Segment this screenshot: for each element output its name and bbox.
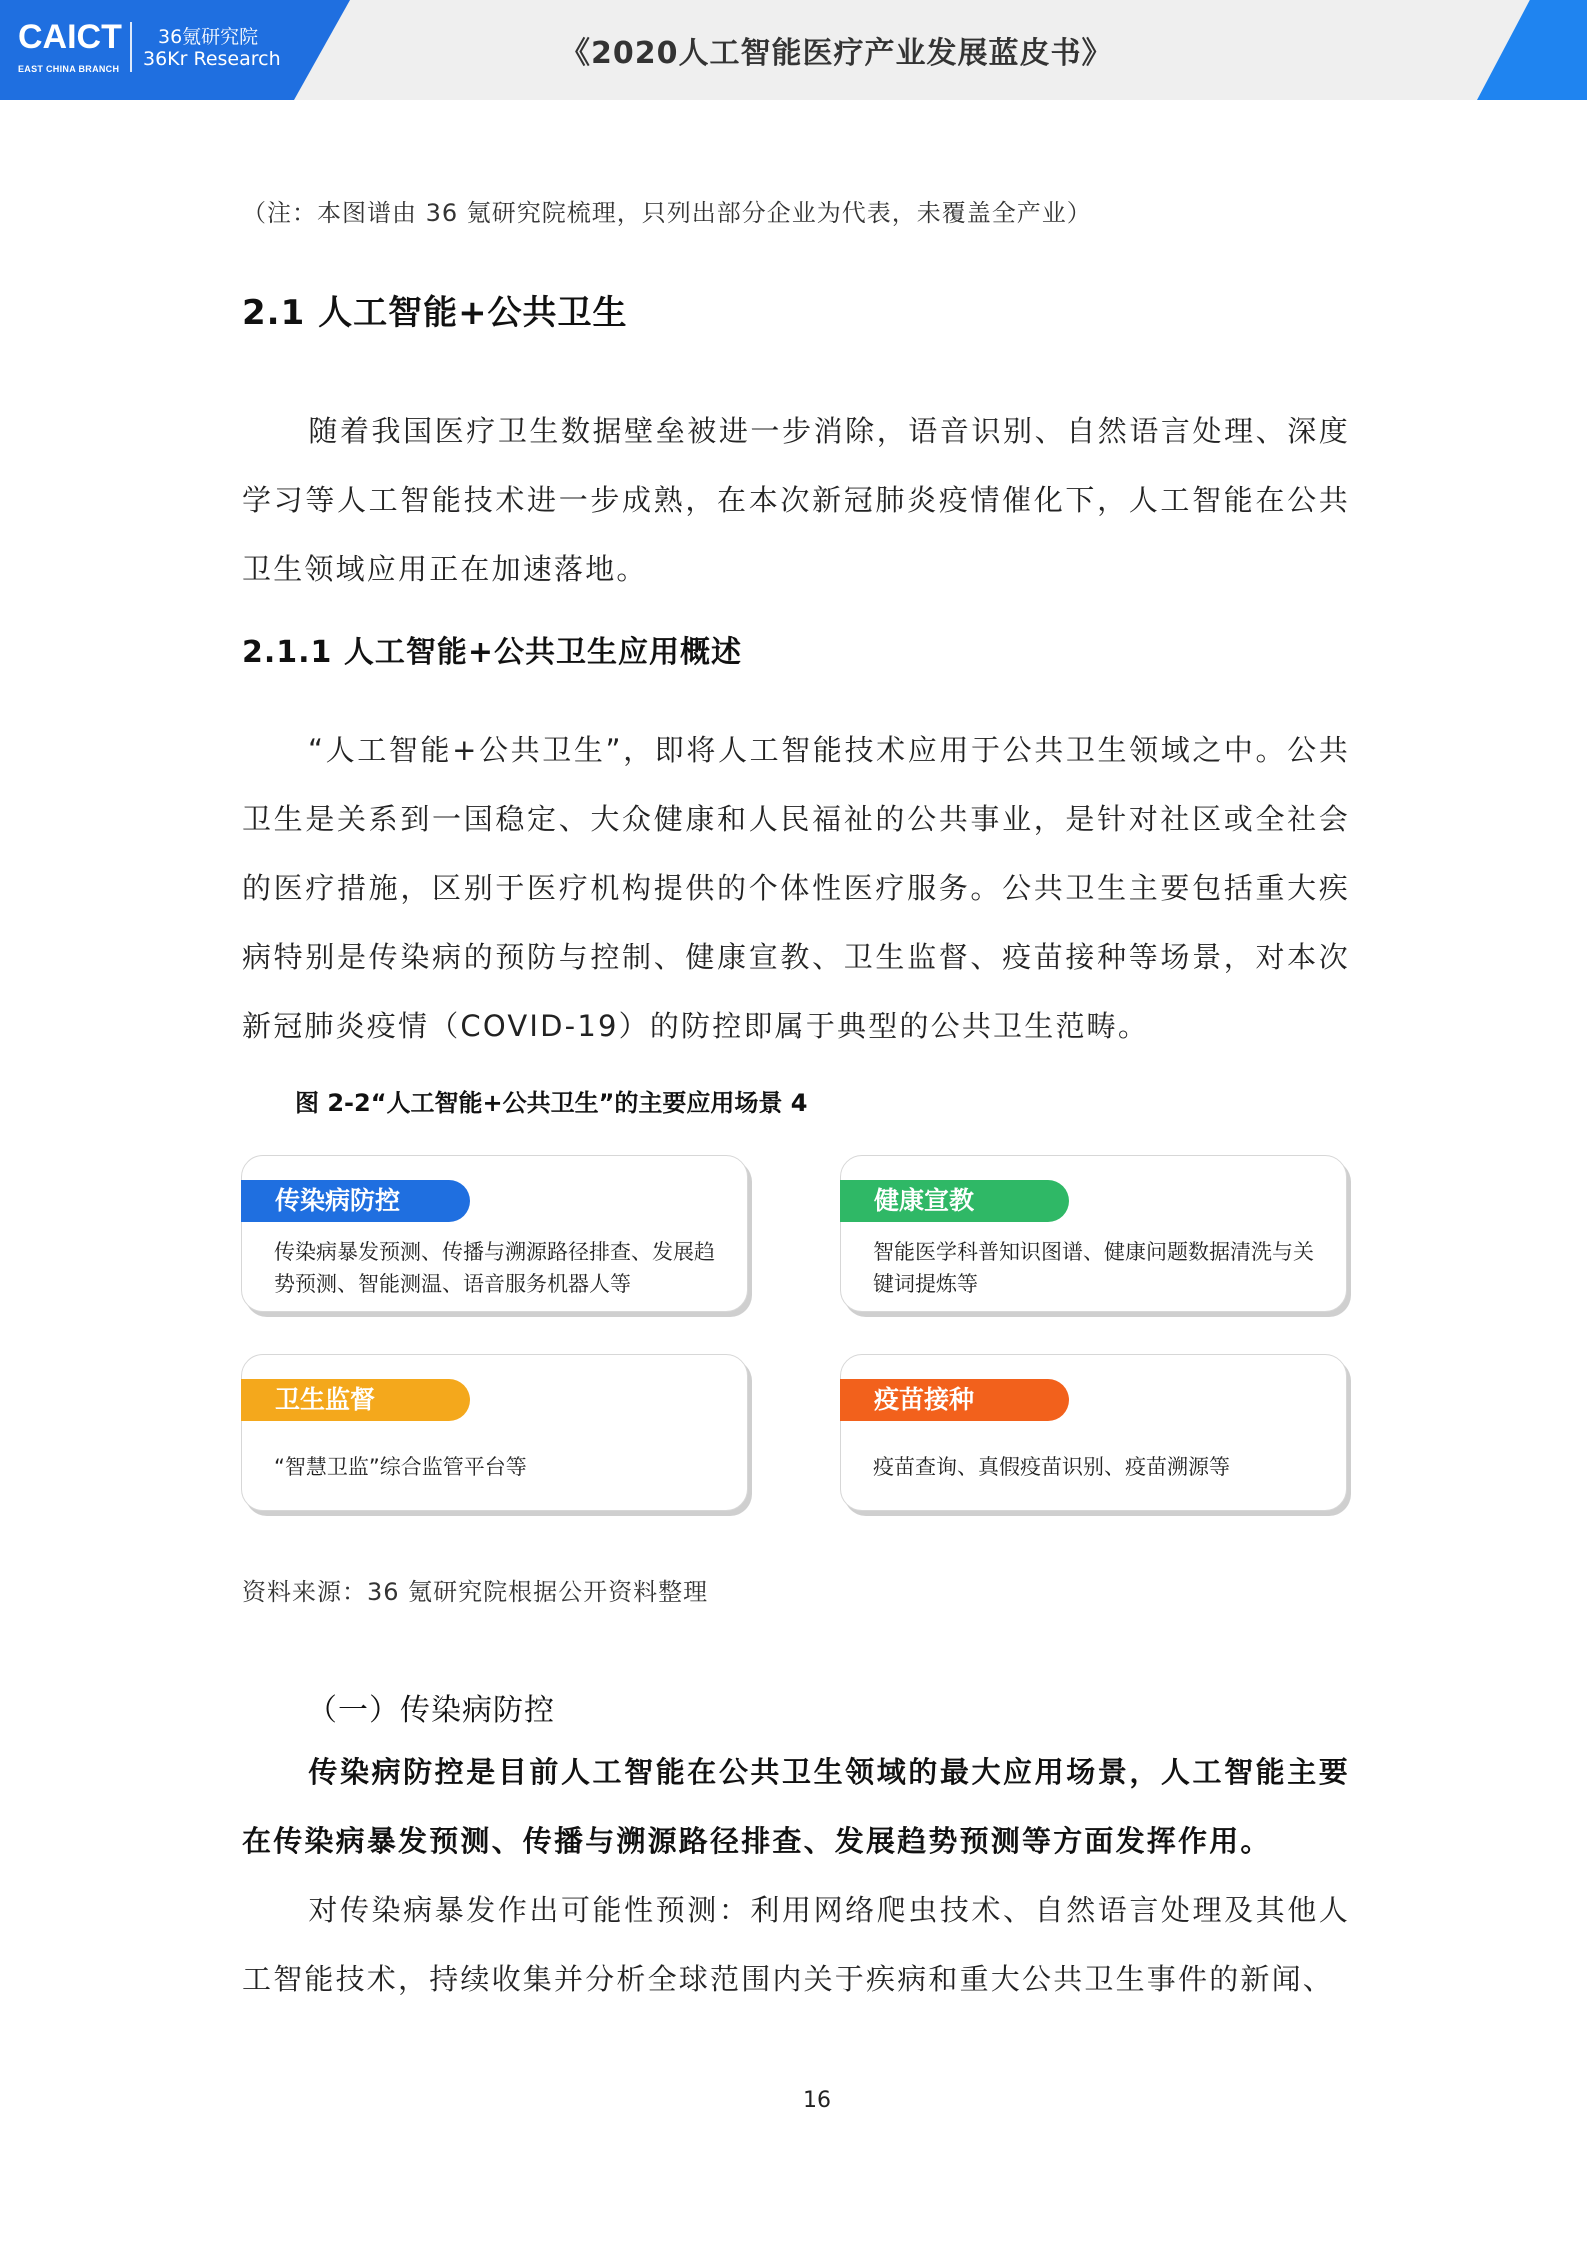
scenario-description: “智慧卫监”综合监管平台等 [274,1455,527,1479]
scenario-description: 智能医学科普知识图谱、健康问题数据清洗与关键词提炼等 [873,1240,1314,1296]
intro-paragraph [242,397,1350,604]
partner-name-en: 36Kr Research [143,48,281,70]
scenario-tag: 健康宣教 [840,1180,1069,1222]
scenario-card-health-supervision [241,1354,748,1511]
figure-caption: 图 2-2“人工智能+公共卫生”的主要应用场景 4 [295,1089,808,1117]
subsection-1-heading: （一）传染病防控 [307,1693,555,1728]
section-heading: 2.1 人工智能+公共卫生 [242,293,628,333]
partner-name-cn: 36氪研究院 [158,26,259,48]
overview-paragraph [242,716,1350,1061]
scenario-card-vaccination [840,1354,1347,1511]
scenario-tag: 疫苗接种 [840,1379,1069,1421]
figure-note: （注：本图谱由 36 氪研究院梳理，只列出部分企业为代表，未覆盖全产业） [242,199,1092,227]
prediction-text: 对传染病暴发作出可能性预测：利用网络爬虫技术、自然语言处理及其他人工智能技术，持续收集并分析全球范围内关于疾病和重大公共卫生事件的新闻、 [242,1893,1350,1996]
caict-logo: CAICT [18,18,122,56]
scenario-description: 传染病暴发预测、传播与溯源路径排查、发展趋势预测、智能测温、语音服务机器人等 [274,1240,715,1296]
scenario-tag: 传染病防控 [241,1180,470,1222]
scenario-tag: 卫生监督 [241,1379,470,1421]
page-number: 16 [803,2088,831,2113]
caict-logo-subtext: EAST CHINA BRANCH [18,64,120,74]
scenario-card-health-education [840,1155,1347,1312]
logo-divider [130,22,132,72]
key-finding-paragraph [242,1738,1350,1876]
document-title: 《2020人工智能医疗产业发展蓝皮书》 [560,36,1113,71]
overview-text: “人工智能+公共卫生”，即将人工智能技术应用于公共卫生领域之中。公共卫生是关系到一国稳定、大众健康和人民福祉的公共事业，是针对社区或全社会的医疗措施，区别于医疗机构提供的个体性医疗服务。公共卫生主要包括重大疾病特别是传染病的预防与控制、健康宣教、卫生监督、疫苗接种等场景，对本次新冠肺炎疫情（COVID-19）的防控即属于典型的公共卫生范畴。 [242,733,1350,1043]
figure-source: 资料来源：36 氪研究院根据公开资料整理 [242,1578,709,1606]
subsection-heading: 2.1.1 人工智能+公共卫生应用概述 [242,635,742,670]
intro-text: 随着我国医疗卫生数据壁垒被进一步消除，语音识别、自然语言处理、深度学习等人工智能技术进一步成熟，在本次新冠肺炎疫情催化下，人工智能在公共卫生领域应用正在加速落地。 [242,414,1350,586]
key-finding-text: 传染病防控是目前人工智能在公共卫生领域的最大应用场景，人工智能主要在传染病暴发预测、传播与溯源路径排查、发展趋势预测等方面发挥作用。 [242,1755,1350,1858]
page-header [0,0,1587,100]
scenario-description: 疫苗查询、真假疫苗识别、疫苗溯源等 [873,1455,1230,1479]
scenario-card-infectious-disease [241,1155,748,1312]
prediction-paragraph [242,1876,1350,2014]
header-right-accent [1477,0,1587,100]
